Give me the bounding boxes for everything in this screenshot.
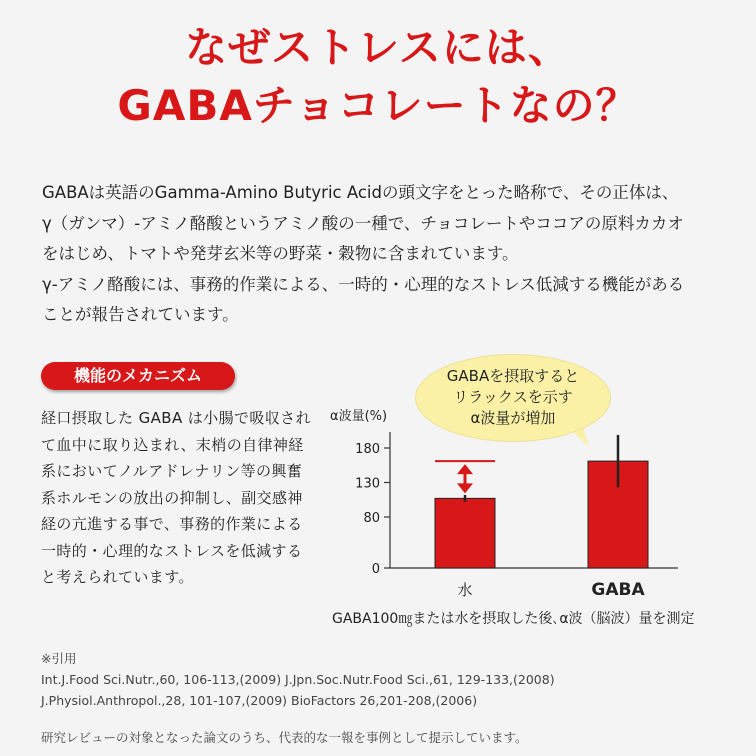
y-tick-label: 0 xyxy=(371,562,380,577)
intro-text xyxy=(42,178,732,331)
mechanism-label: 機能のメカニズム xyxy=(41,362,235,390)
y-tick-label: 80 xyxy=(363,511,380,526)
reference-line: J.Physiol.Anthropol.,28, 101-107,(2009) BioFactors 26,201-208,(2006) xyxy=(41,693,478,708)
bubble-line: GABAを摂取すると xyxy=(446,367,580,385)
mechanism-line: 系においてノルアドレナリン等の興奮 xyxy=(41,462,303,480)
mechanism-line: 一時的・心理的なストレスを低減する xyxy=(41,541,303,560)
bar-water xyxy=(435,498,495,568)
increase-arrow-head-down xyxy=(457,483,473,493)
intro-line: γ（ガンマ）-アミノ酪酸というアミノ酸の一種で、チョコレートやココアの原料カカオ xyxy=(42,213,684,233)
references-heading: ※引用 xyxy=(41,651,77,666)
mechanism-line: と考えられています。 xyxy=(41,568,194,586)
page-title-line2: GABAチョコレートなの？ xyxy=(117,81,639,130)
bubble-line: リラックスを示す xyxy=(453,388,573,406)
mechanism-line: 系ホルモンの放出の抑制し、副交感神 xyxy=(41,488,303,507)
alpha-wave-chart xyxy=(328,402,728,602)
x-tick-label: GABA xyxy=(591,580,645,600)
y-axis-label: α波量(%) xyxy=(330,409,388,424)
page-title-line1: なぜストレスには、 xyxy=(185,23,571,72)
footnote: 研究レビューの対象となった論文のうち、代表的な一報を事例として提示しています。 xyxy=(41,730,528,745)
y-tick-label: 130 xyxy=(355,476,380,492)
reference-line: Int.J.Food Sci.Nutr.,60, 106-113,(2009) J.Jpn.Soc.Nutr.Food Sci.,61, 129-133,(2008) xyxy=(41,672,555,687)
mechanism-line: 経口摂取した GABA は小腸で吸収され xyxy=(41,409,311,427)
x-tick-label: 水 xyxy=(457,581,473,599)
references xyxy=(41,648,555,711)
chart-caption: GABA100㎎または水を摂取した後､α波（脳波）量を測定 xyxy=(332,611,695,627)
intro-line: をはじめ、トマトや発芽玄米等の野菜・穀物に含まれています。 xyxy=(42,244,519,263)
bubble-line: α波量が増加 xyxy=(470,409,556,427)
intro-line: GABAは英語のGamma-Amino Butyric Acidの頭文字をとった略称で、その正体は、 xyxy=(42,183,679,202)
increase-arrow-head-up xyxy=(457,464,473,474)
intro-line: γ-アミノ酪酸には、事務的作業による、一時的・心理的なストレス低減する機能がある xyxy=(42,274,685,294)
y-tick-label: 180 xyxy=(355,442,380,457)
mechanism-line: 経の亢進する事で、事務的作業による xyxy=(41,515,303,533)
mechanism-text xyxy=(41,405,317,591)
intro-line: ことが報告されています。 xyxy=(42,305,239,324)
mechanism-line: て血中に取り込まれ、末梢の自律神経 xyxy=(41,435,304,454)
